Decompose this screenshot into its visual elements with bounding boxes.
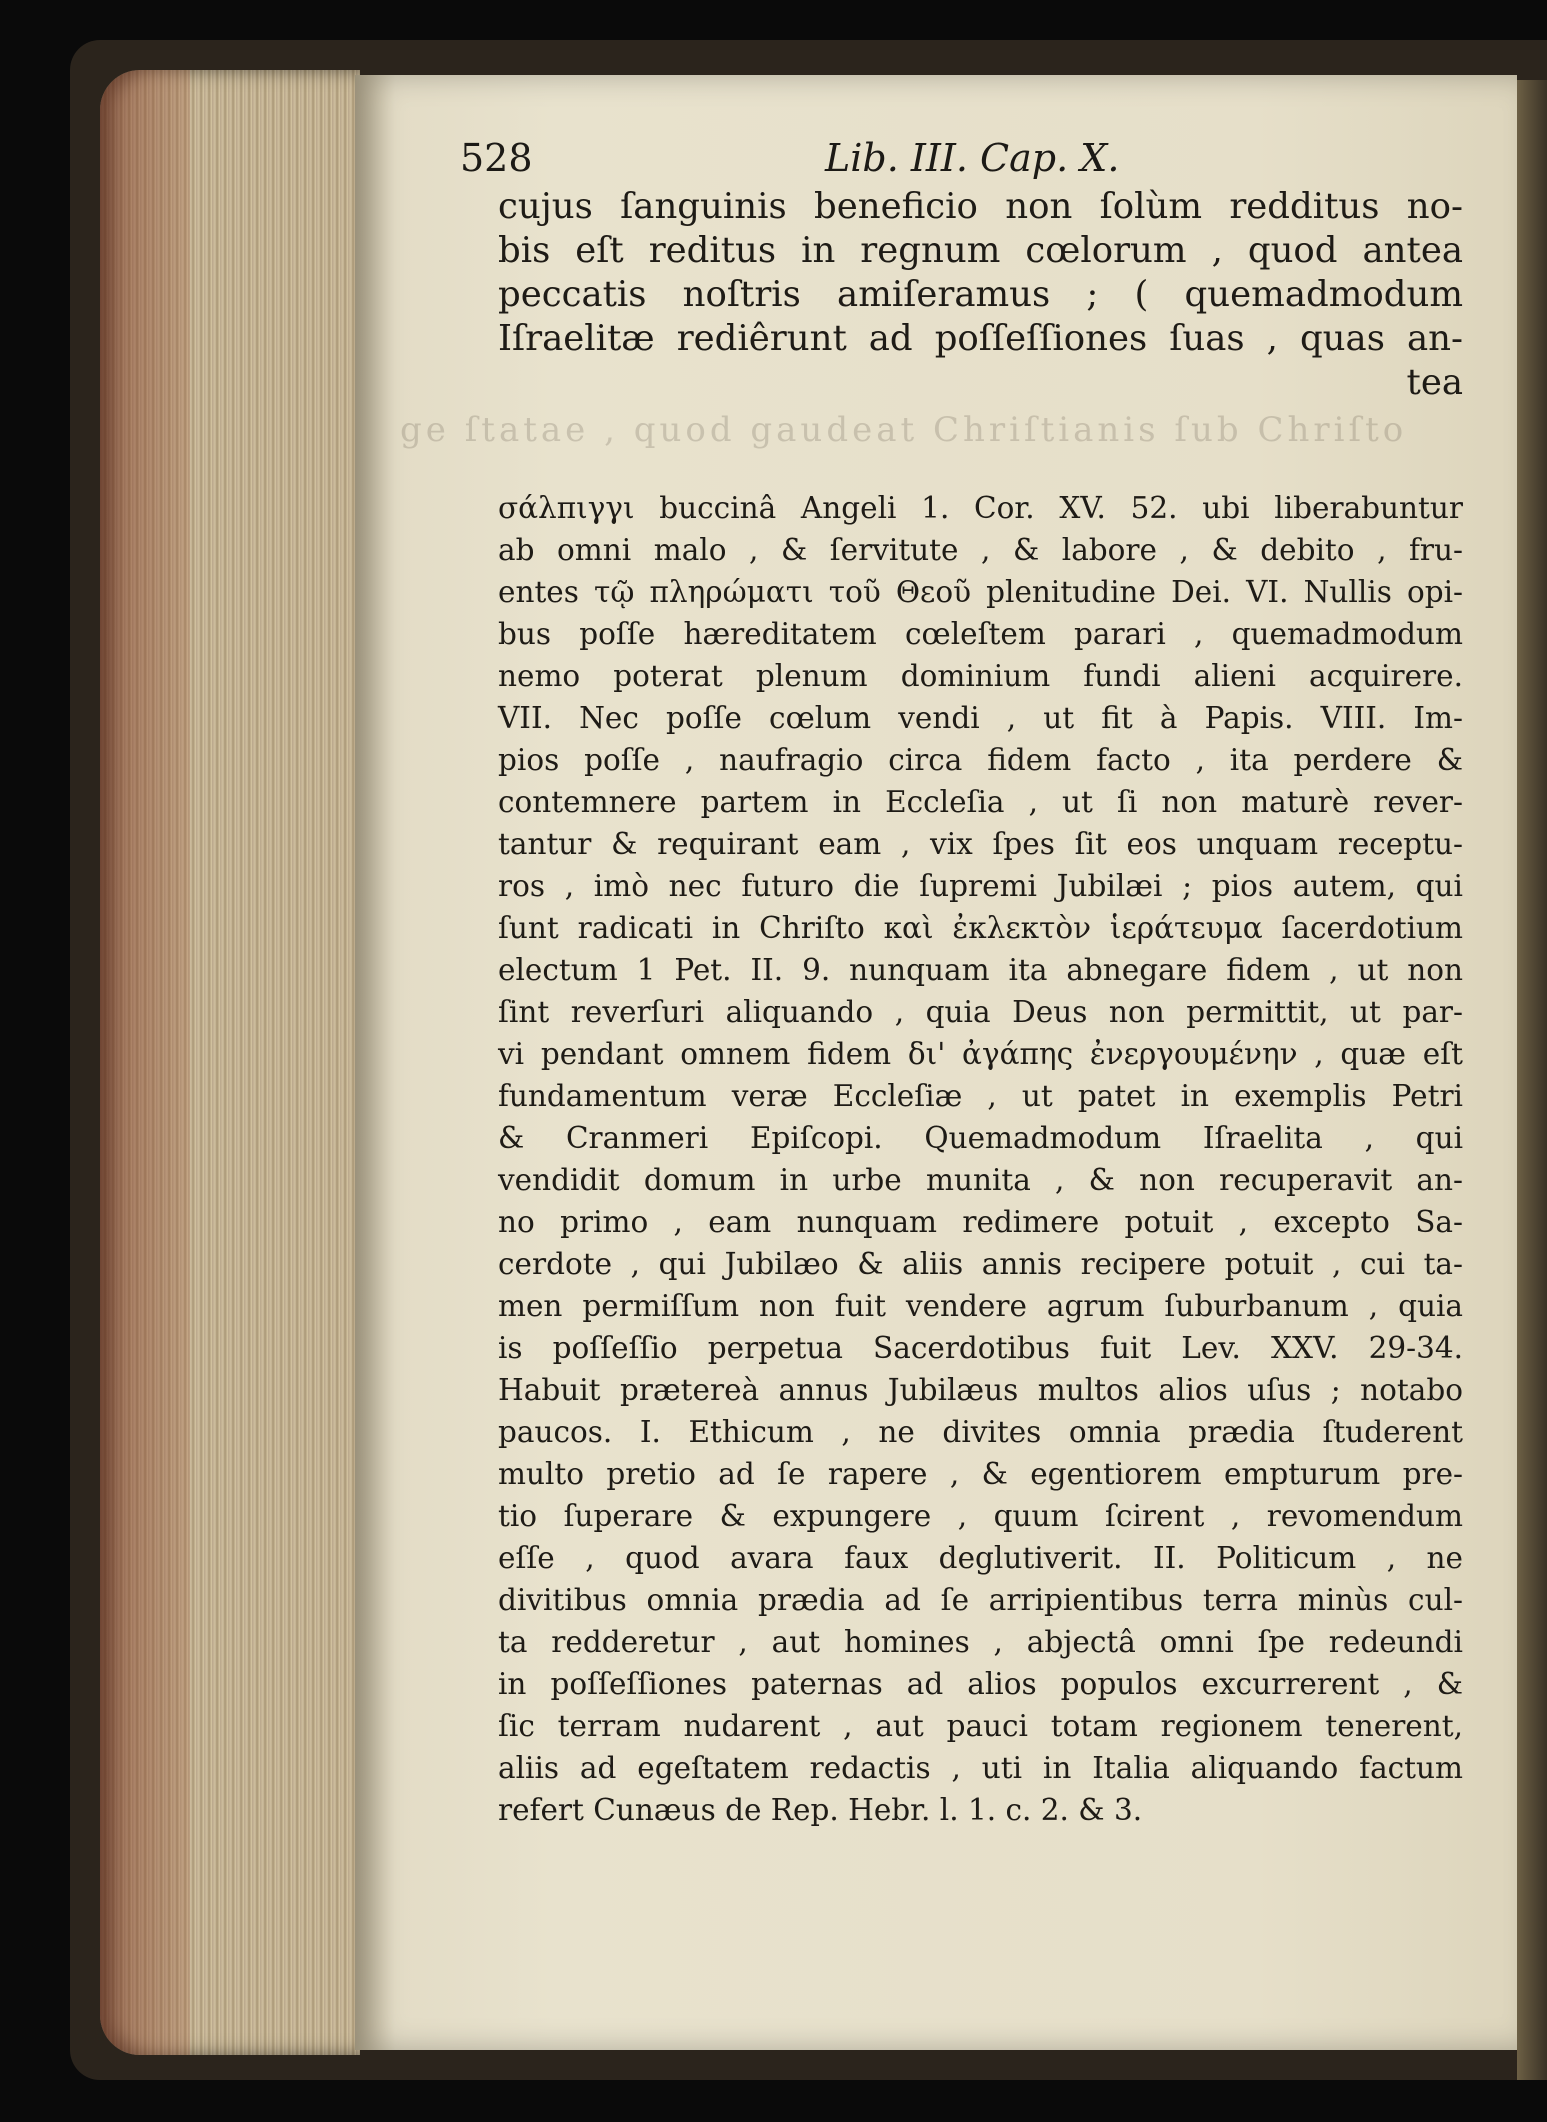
- paragraph-upper: [498, 185, 1463, 405]
- text-line: Habuit prætereà annus Jubilæus multos alios uſus ; notabo: [498, 1373, 1463, 1407]
- text-line: multo pretio ad ſe rapere , & egentiorem empturum pre-: [498, 1457, 1463, 1491]
- text-line: ta redderetur , aut homines , abjectâ omni ſpe redeundi: [498, 1625, 1463, 1659]
- paragraph-lower: [498, 487, 1463, 1831]
- text-line: paucos. I. Ethicum , ne divites omnia prædia ſtuderent: [498, 1415, 1463, 1449]
- text-line: no primo , eam nunquam redimere potuit , excepto Sa-: [498, 1205, 1463, 1239]
- text-line: vendidit domum in urbe munita , & non recuperavit an-: [498, 1163, 1463, 1197]
- section-gap: [498, 405, 1463, 487]
- text-line: ſint reverſuri aliquando , quia Deus non permittit, ut par-: [498, 995, 1463, 1029]
- text-line: men permiſſum non fuit vendere agrum ſuburbanum , quia: [498, 1289, 1463, 1323]
- text-line: cujus ſanguinis beneficio non ſolùm redditus no-: [498, 186, 1463, 227]
- text-line: is poſſeſſio perpetua Sacerdotibus fuit Lev. XXV. 29-34.: [498, 1331, 1463, 1365]
- text-line: in poſſeſſiones paternas ad alios populos excurrerent , &: [498, 1667, 1463, 1701]
- text-line: peccatis noſtris amiſeramus ; ( quemadmodum: [498, 274, 1463, 315]
- text-line: & Cranmeri Epiſcopi. Quemadmodum Iſraelita , qui: [498, 1121, 1463, 1155]
- page-body: [498, 185, 1463, 1831]
- text-line: cerdote , qui Jubilæo & aliis annis recipere potuit , cui ta-: [498, 1247, 1463, 1281]
- text-line: tio ſuperare & expungere , quum ſcirent , revomendum: [498, 1499, 1463, 1533]
- gutter-shadow: [1517, 80, 1547, 2080]
- text-line: electum 1 Pet. II. 9. nunquam ita abnegare fidem , ut non: [498, 953, 1463, 987]
- catchword: tea: [1406, 362, 1463, 403]
- text-line: ros , imò nec futuro die ſupremi Jubilæi ; pios autem, qui: [498, 869, 1463, 903]
- text-line: fundamentum veræ Eccleſiæ , ut patet in exemplis Petri: [498, 1079, 1463, 1113]
- text-line: nemo poterat plenum dominium fundi alieni acquirere.: [498, 659, 1463, 693]
- text-line: ſunt radicati in Chriſto καὶ ἐκλεκτὸν ἱεράτευμα ſacerdotium: [498, 911, 1463, 945]
- text-line: ab omni malo , & ſervitute , & labore , & debito , fru-: [498, 533, 1463, 567]
- page-number: 528: [460, 136, 533, 180]
- text-line: pios poſſe , naufragio circa fidem facto , ita perdere &: [498, 743, 1463, 777]
- text-line: eſſe , quod avara faux deglutiverit. II. Politicum , ne: [498, 1541, 1463, 1575]
- text-line: vi pendant omnem fidem δι' ἀγάπης ἐνεργουμένην , quæ eſt: [498, 1037, 1463, 1071]
- text-line: refert Cunæus de Rep. Hebr. l. 1. c. 2. & 3.: [498, 1793, 1143, 1827]
- running-title: Lib. III. Cap. X.: [825, 136, 1120, 180]
- text-line: entes τῷ πληρώματι τοῦ Θεοῦ plenitudine Dei. VI. Nullis opi-: [498, 575, 1463, 609]
- text-line: bus poſſe hæreditatem cœleſtem parari , quemadmodum: [498, 617, 1463, 651]
- text-line: tantur & requirant eam , vix ſpes ſit eos unquam receptu-: [498, 827, 1463, 861]
- text-line: Iſraelitæ rediêrunt ad poſſeſſiones ſuas , quas an-: [498, 318, 1463, 359]
- page-edges-tint: [100, 70, 190, 2055]
- text-line: divitibus omnia prædia ad ſe arripientibus terra minùs cul-: [498, 1583, 1463, 1617]
- text-line: bis eſt reditus in regnum cœlorum , quod antea: [498, 230, 1463, 271]
- text-line: VII. Nec poſſe cœlum vendi , ut fit à Papis. VIII. Im-: [498, 701, 1463, 735]
- text-line: aliis ad egeſtatem redactis , uti in Italia aliquando factum: [498, 1751, 1463, 1785]
- text-line: ſic terram nudarent , aut pauci totam regionem tenerent,: [498, 1709, 1463, 1743]
- text-line: σάλπιγγι buccinâ Angeli 1. Cor. XV. 52. ubi liberabuntur: [498, 491, 1463, 525]
- page-header: [460, 136, 1470, 186]
- text-line: contemnere partem in Eccleſia , ut ſi non maturè rever-: [498, 785, 1463, 819]
- bleed-through-text: ge ſtatae , quod gaudeat Chriſtianis ſub Chriſto: [400, 410, 1408, 450]
